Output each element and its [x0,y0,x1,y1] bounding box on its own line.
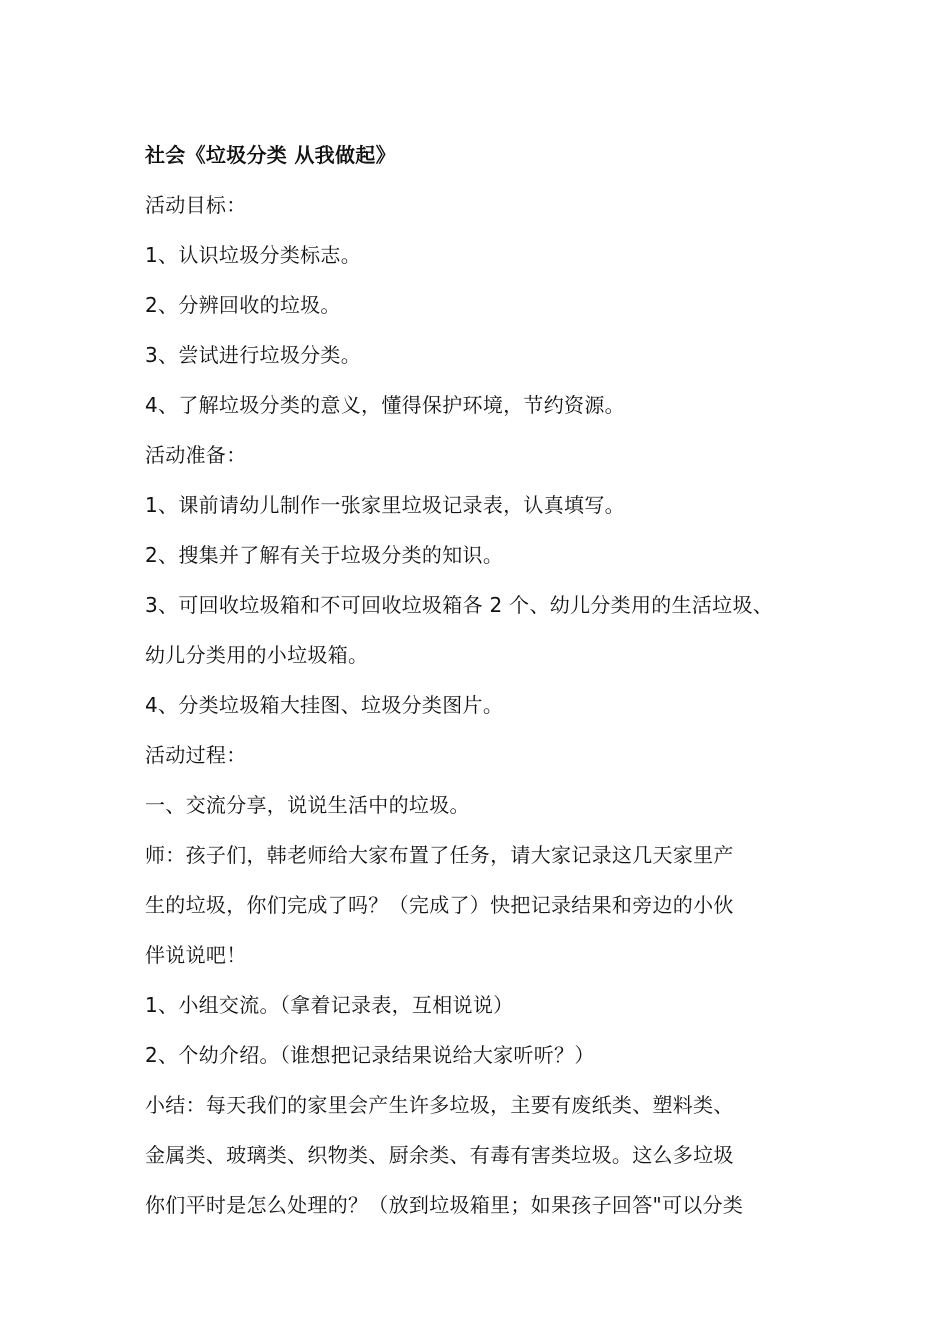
section-heading-process: 活动过程： [145,743,247,767]
paragraph-line: 1、小组交流。（拿着记录表，互相说说） [145,993,514,1017]
document-title: 社会《垃圾分类 从我做起》 [145,143,396,167]
paragraph-line: 2、分辨回收的垃圾。 [145,293,341,317]
paragraph-line: 小结：每天我们的家里会产生许多垃圾，主要有废纸类、塑料类、 [145,1093,734,1117]
paragraph-line: 一、交流分享，说说生活中的垃圾。 [145,793,470,817]
paragraph-line: 1、认识垃圾分类标志。 [145,243,362,267]
section-heading-preparation: 活动准备： [145,443,247,467]
paragraph-line: 金属类、玻璃类、织物类、厨余类、有毒有害类垃圾。这么多垃圾 [145,1143,734,1167]
paragraph-line: 你们平时是怎么处理的？（放到垃圾箱里；如果孩子回答"可以分类 [145,1193,744,1217]
section-heading-goals: 活动目标： [145,193,247,217]
paragraph-line: 4、了解垃圾分类的意义，懂得保护环境，节约资源。 [145,393,625,417]
paragraph-line: 3、尝试进行垃圾分类。 [145,343,362,367]
paragraph-line: 幼儿分类用的小垃圾箱。 [145,643,369,667]
paragraph-line: 4、分类垃圾箱大挂图、垃圾分类图片。 [145,693,504,717]
paragraph-line: 2、搜集并了解有关于垃圾分类的知识。 [145,543,504,567]
paragraph-line: 3、可回收垃圾箱和不可回收垃圾箱各 2 个、幼儿分类用的生活垃圾、 [145,593,774,617]
paragraph-line: 2、个幼介绍。（谁想把记录结果说给大家听听？） [145,1043,595,1067]
paragraph-line: 1、课前请幼儿制作一张家里垃圾记录表，认真填写。 [145,493,625,517]
paragraph-line: 伴说说吧！ [145,943,247,967]
paragraph-line: 生的垃圾，你们完成了吗？（完成了）快把记录结果和旁边的小伙 [145,893,734,917]
paragraph-line: 师：孩子们，韩老师给大家布置了任务，请大家记录这几天家里产 [145,843,734,867]
document-body [145,130,835,1230]
